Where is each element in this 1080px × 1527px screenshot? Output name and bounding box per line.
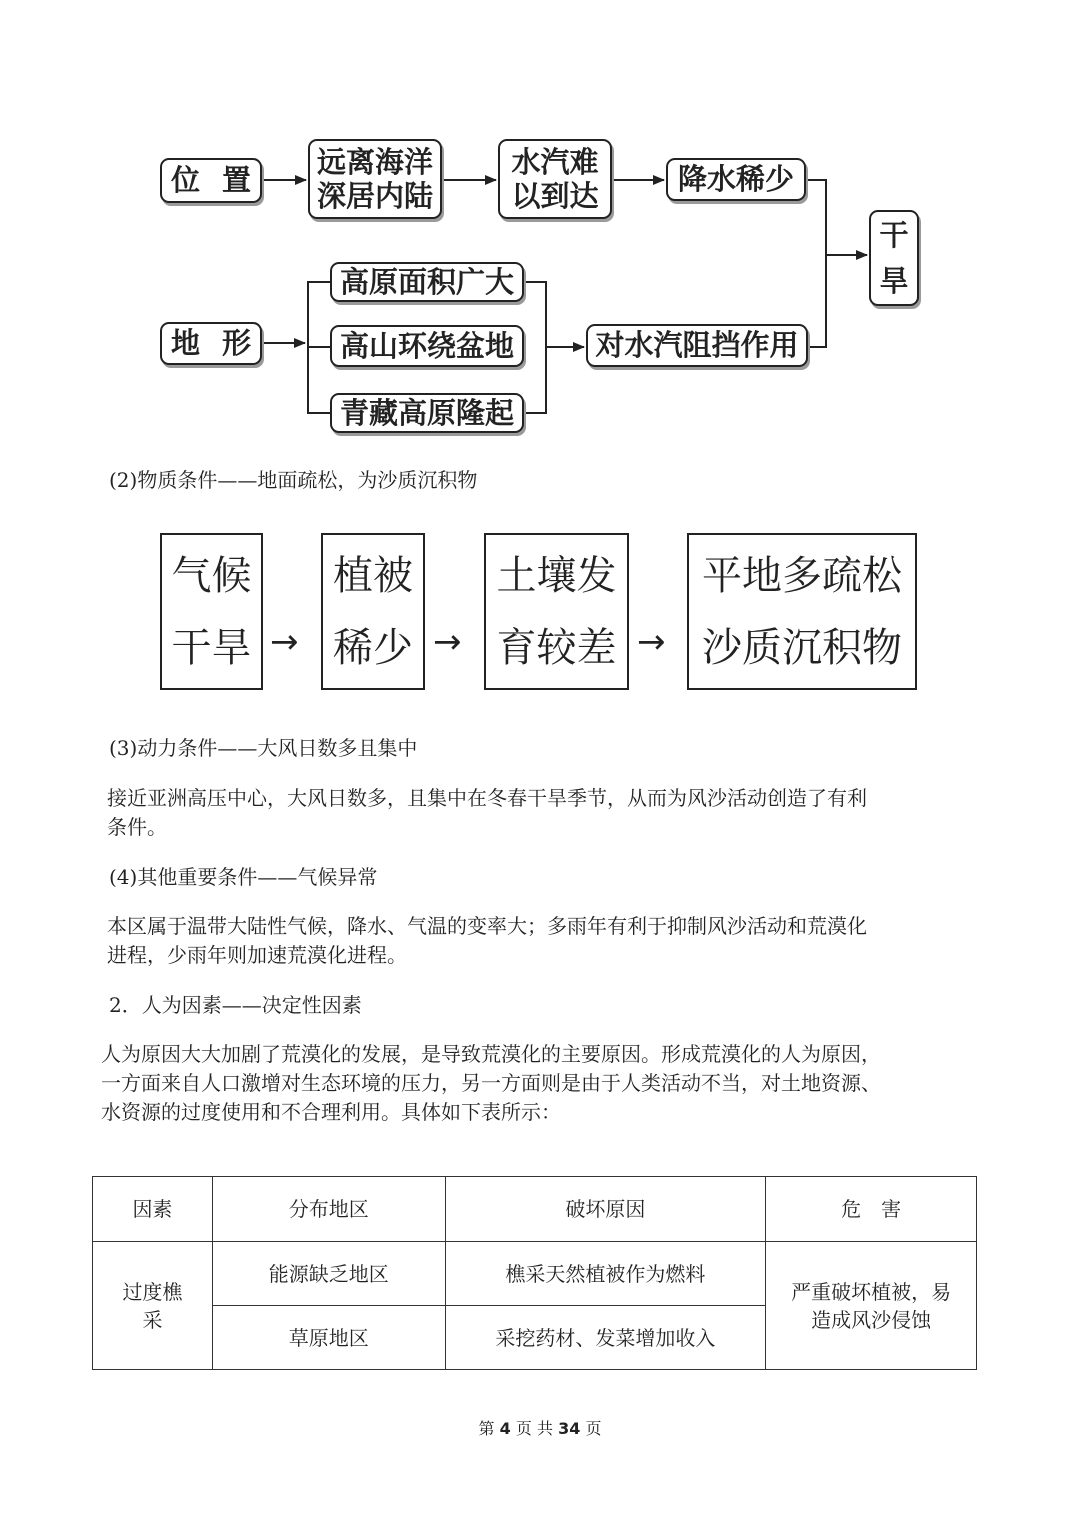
header-cause: 破坏原因 — [445, 1177, 766, 1242]
cell-factor: 过度樵 采 — [93, 1242, 213, 1370]
box-location: 位置 — [160, 158, 262, 203]
section4-heading: (4)其他重要条件——气候异常 — [109, 865, 378, 889]
arrow-2: → — [433, 622, 462, 662]
box-terrain: 地形 — [160, 322, 262, 365]
header-harm: 危 害 — [766, 1177, 977, 1242]
box-moisture-hard-to-reach: 水汽难 以到达 — [498, 139, 612, 219]
page-footer: 第 4 页 共 34 页 — [478, 1419, 602, 1438]
human-factors-table — [92, 1176, 977, 1370]
box-plateau-area: 高原面积广大 — [330, 262, 524, 302]
human-factors-heading: 2．人为因素——决定性因素 — [109, 993, 362, 1017]
human-factors-paragraph: 人为原因大大加剧了荒漠化的发展，是导致荒漠化的主要原因。形成荒漠化的人为原因， 一方面来自人口激增对生态环境的压力，另一方面则是由于人类活动不当，对土地资源、 水资源的过度使用和不合理利用。具体如下表所示： — [101, 1042, 881, 1124]
box-vegetation-sparse: 植被 稀少 — [321, 533, 425, 690]
cell-harm: 严重破坏植被，易 造成风沙侵蚀 — [766, 1242, 977, 1370]
box-far-from-ocean: 远离海洋 深居内陆 — [308, 139, 442, 219]
box-loose-sediment: 平地多疏松 沙质沉积物 — [687, 533, 917, 690]
box-soil-poor: 土壤发 育较差 — [484, 533, 629, 690]
cell-region: 草原地区 — [212, 1306, 445, 1370]
cell-region: 能源缺乏地区 — [212, 1242, 445, 1306]
section3-heading: (3)动力条件——大风日数多且集中 — [109, 736, 418, 760]
box-mountains-basins: 高山环绕盆地 — [330, 325, 524, 367]
box-climate-arid: 气候 干旱 — [160, 533, 263, 690]
table-header-row — [93, 1177, 977, 1242]
box-less-rain: 降水稀少 — [666, 158, 806, 201]
box-arid: 干 旱 — [869, 210, 919, 306]
arrow-3: → — [637, 622, 666, 662]
section3-paragraph: 接近亚洲高压中心，大风日数多，且集中在冬春干旱季节，从而为风沙活动创造了有利 条件。 — [107, 786, 867, 839]
box-block-moisture: 对水汽阻挡作用 — [586, 324, 808, 367]
section4-paragraph: 本区属于温带大陆性气候，降水、气温的变率大；多雨年有利于抑制风沙活动和荒漠化 进程，少雨年则加速荒漠化进程。 — [107, 914, 867, 967]
box-tibet-uplift: 青藏高原隆起 — [330, 393, 524, 433]
cell-cause: 樵采天然植被作为燃料 — [445, 1242, 766, 1306]
arrow-1: → — [270, 622, 299, 662]
header-region: 分布地区 — [212, 1177, 445, 1242]
header-factor: 因素 — [93, 1177, 213, 1242]
section2-heading: (2)物质条件——地面疏松，为沙质沉积物 — [109, 468, 478, 492]
table-row — [93, 1242, 977, 1306]
cell-cause: 采挖药材、发菜增加收入 — [445, 1306, 766, 1370]
